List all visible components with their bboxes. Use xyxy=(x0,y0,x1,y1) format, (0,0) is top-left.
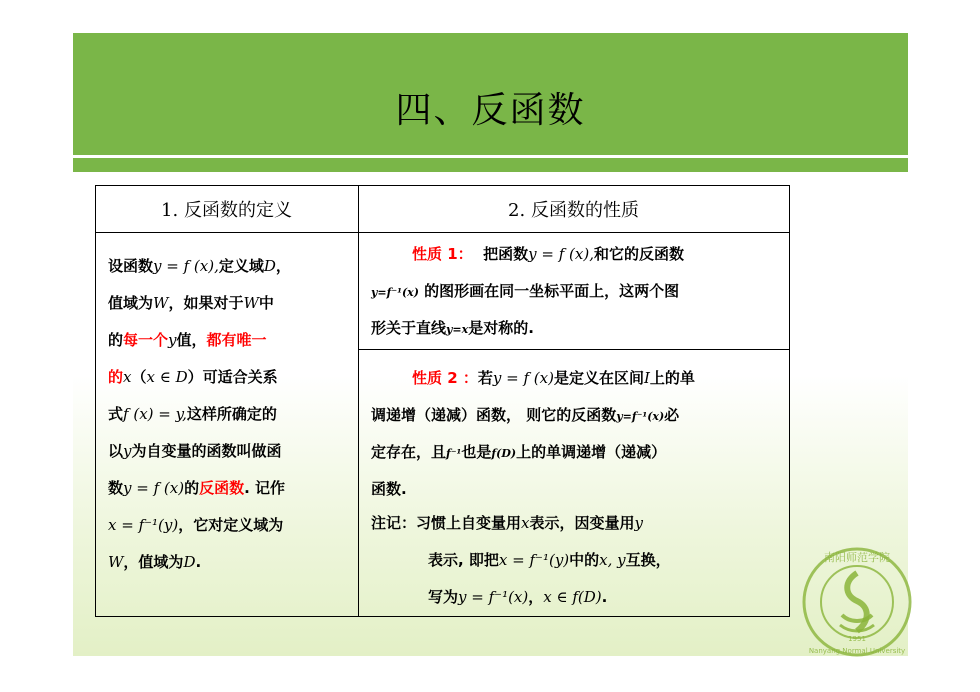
definition-line-8: x = f⁻¹(y)，它对定义域为 xyxy=(108,516,284,534)
seal-year-text: 1951 xyxy=(848,635,866,643)
definition-line-4: 的x（x ∈ D）可适合关系 xyxy=(108,368,278,386)
table-divider-vertical xyxy=(358,185,359,616)
definition-line-1: 设函数y = f (x),定义域D， xyxy=(108,257,291,275)
column-header-properties: 2. 反函数的性质 xyxy=(508,200,639,221)
property-2-line-1: 性质 2 ：若y = f (x)是定义在区间I上的单 xyxy=(412,369,695,387)
note-line-3: 写为y = f⁻¹(x)，x ∈ f(D). xyxy=(428,588,608,606)
university-seal-logo xyxy=(800,545,915,660)
property-2-line-2: 调递增（递减）函数， 则它的反函数y=f⁻¹(x)必 xyxy=(371,406,680,424)
divider-stripe xyxy=(73,158,908,172)
seal-name-text: 南阳师范学院 xyxy=(824,551,890,564)
table-divider-horizontal xyxy=(358,349,789,350)
column-header-definition: 1. 反函数的定义 xyxy=(161,200,292,221)
note-line-1: 注记：习惯上自变量用x表示，因变量用y xyxy=(371,514,643,532)
definition-line-7: 数y = f (x)的反函数. 记作 xyxy=(108,479,286,497)
divider-stripe xyxy=(73,172,908,178)
property-1-line-1: 性质 1： 把函数y = f (x),和它的反函数 xyxy=(412,245,684,263)
definition-line-5: 式f (x) = y,这样所确定的 xyxy=(108,405,277,423)
seal-english-text: Nanyang Normal University xyxy=(808,647,906,655)
definition-line-9: W，值域为D. xyxy=(108,553,202,571)
definition-line-3: 的每一个y值，都有唯一 xyxy=(108,331,267,349)
note-line-2: 表示, 即把x = f⁻¹(y)中的x, y互换， xyxy=(428,551,671,569)
definition-line-2: 值域为W，如果对于W中 xyxy=(108,294,274,312)
property-1-line-2: y=f⁻¹(x) 的图形画在同一坐标平面上，这两个图 xyxy=(371,282,680,300)
definition-line-6: 以y为自变量的函数叫做函 xyxy=(108,442,282,460)
property-1-line-3: 形关于直线y=x是对称的. xyxy=(371,319,534,337)
table-divider-horizontal xyxy=(95,232,789,233)
slide-title: 四、反函数 xyxy=(395,90,586,131)
property-2-line-3: 定存在，且f⁻¹也是f(D)上的单调递增（递减） xyxy=(371,443,667,461)
property-2-line-4: 函数. xyxy=(371,480,407,498)
